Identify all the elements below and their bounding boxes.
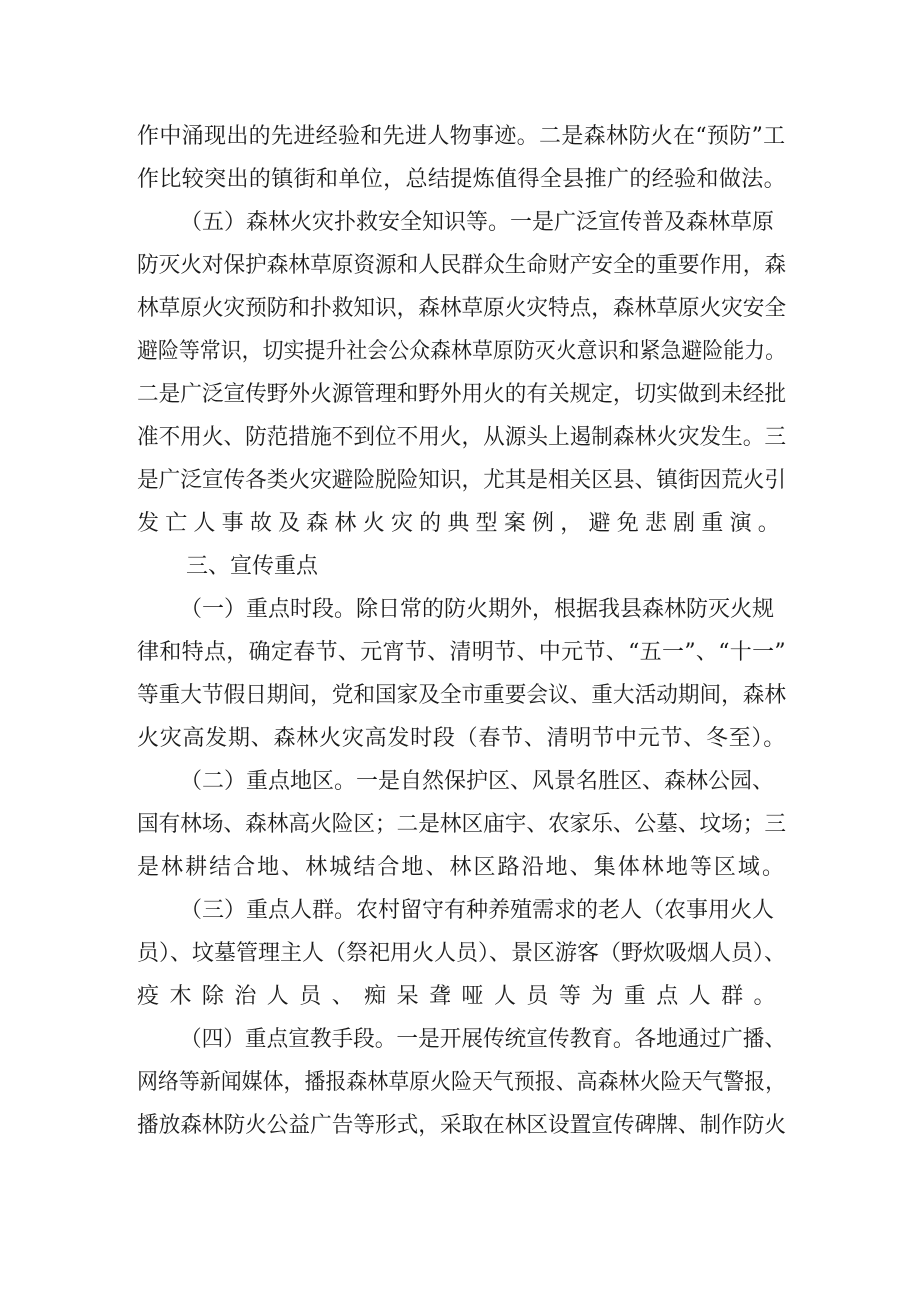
section-heading-3: （三）重点人群。农村留守有种养殖需求的老人（农事用火人 xyxy=(180,898,775,923)
body-text-line: 是林耕结合地、林城结合地、林区路沿地、集体林地等区域。 xyxy=(137,855,787,880)
body-text-line: 作比较突出的镇街和单位，总结提炼值得全县推广的经验和做法。 xyxy=(137,167,787,192)
body-text-line: 防灭火对保护森林草原资源和人民群众生命财产安全的重要作用，森 xyxy=(137,253,787,278)
body-text-line: 避险等常识，切实提升社会公众森林草原防灭火意识和紧急避险能力。 xyxy=(137,339,787,364)
body-text-line: 播放森林防火公益广告等形式，采取在林区设置宣传碑牌、制作防火 xyxy=(137,1113,787,1138)
section-heading-5: （五）森林火灾扑救安全知识等。一是广泛宣传普及森林草原 xyxy=(180,210,775,235)
body-text-line: 林草原火灾预防和扑救知识，森林草原火灾特点，森林草原火灾安全 xyxy=(137,296,787,321)
body-text-line: 国有林场、森林高火险区；二是林区庙宇、农家乐、公墓、坟场；三 xyxy=(137,812,787,837)
body-text-line: 等重大节假日期间，党和国家及全市重要会议、重大活动期间，森林 xyxy=(137,683,787,708)
body-text-line: 火灾高发期、森林火灾高发时段（春节、清明节中元节、冬至）。 xyxy=(137,726,787,751)
body-text-line: 准不用火、防范措施不到位不用火，从源头上遏制森林火灾发生。三 xyxy=(137,425,787,450)
body-text-line: 二是广泛宣传野外火源管理和野外用火的有关规定，切实做到未经批 xyxy=(137,382,787,407)
section-heading-2: （二）重点地区。一是自然保护区、风景名胜区、森林公园、 xyxy=(180,769,775,794)
body-text-line: 疫木除治人员、痴呆聋哑人员等为重点人群。 xyxy=(137,984,787,1009)
section-heading-4: （四）重点宣教手段。一是开展传统宣传教育。各地通过广播、 xyxy=(180,1027,787,1052)
body-text-line: 律和特点，确定春节、元宵节、清明节、中元节、“五一”、“十一” xyxy=(137,640,786,665)
section-heading-1: （一）重点时段。除日常的防火期外，根据我县森林防灭火规 xyxy=(180,597,775,622)
body-text-line: 员）、坟墓管理主人（祭祀用火人员）、景区游客（野炊吸烟人员）、 xyxy=(137,941,787,966)
body-text-line: 作中涌现出的先进经验和先进人物事迹。二是森林防火在“预防”工 xyxy=(137,124,786,149)
chapter-heading: 三、宣传重点 xyxy=(186,554,319,579)
body-text-line: 发亡人事故及森林火灾的典型案例，避免悲剧重演。 xyxy=(137,511,787,536)
body-text-line: 网络等新闻媒体，播报森林草原火险天气预报、高森林火险天气警报， xyxy=(137,1070,787,1095)
body-text-line: 是广泛宣传各类火灾避险脱险知识，尤其是相关区县、镇街因荒火引 xyxy=(137,468,787,493)
